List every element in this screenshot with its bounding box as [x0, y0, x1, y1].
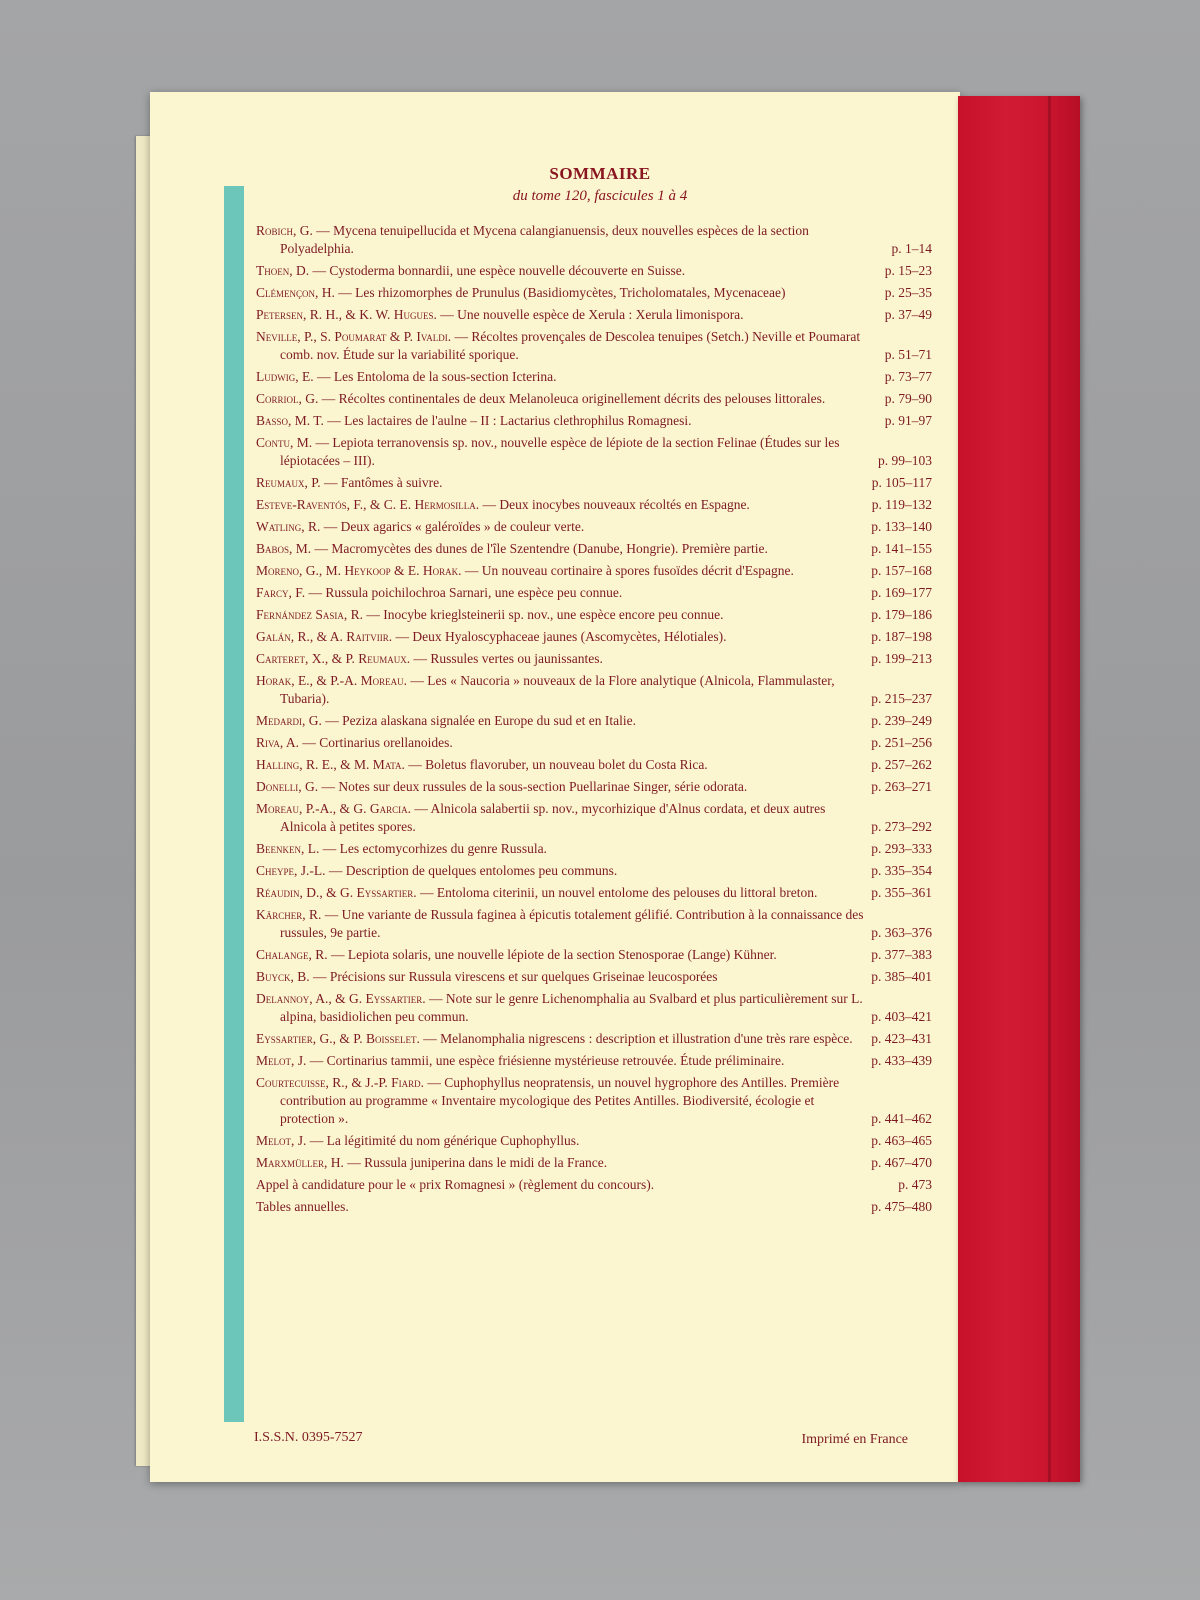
toc-entry-page: p. 475–480 [871, 1199, 932, 1214]
toc-entry-page: p. 169–177 [871, 585, 932, 600]
toc-entry-title: — Cortinarius tammii, une espèce friésienne mystérieuse retrouvée. Étude préliminaire. [306, 1053, 785, 1068]
toc-entry-author: Robich, G. [256, 223, 313, 238]
toc-entry-page: p. 251–256 [871, 735, 932, 750]
table-of-contents [256, 222, 932, 1220]
toc-entry-title: — Cystoderma bonnardii, une espèce nouvelle découverte en Suisse. [309, 263, 686, 278]
toc-entry-text [256, 262, 879, 280]
toc-entry-title: — Deux agarics « galéroïdes » de couleur verte. [320, 519, 585, 534]
toc-entry-title: — Les ectomycorhizes du genre Russula. [319, 841, 547, 856]
toc-entry [256, 496, 932, 514]
toc-entry [256, 840, 932, 858]
toc-entry-page: p. 467–470 [871, 1155, 932, 1170]
toc-entry-author: Reumaux, P. [256, 475, 321, 490]
toc-entry [256, 412, 932, 430]
toc-entry-author: Neville, P., S. Poumarat & P. Ivaldi. [256, 329, 452, 344]
toc-entry-page: p. 15–23 [884, 263, 932, 278]
toc-entry-author: Farcy, F. [256, 585, 306, 600]
toc-entry-author: Chalange, R. [256, 947, 328, 962]
toc-entry-text [256, 328, 879, 364]
toc-entry-title: Appel à candidature pour le « prix Romagnesi » (règlement du concours). [256, 1177, 655, 1192]
toc-entry-text [256, 906, 865, 942]
toc-entry-author: Melot, J. [256, 1053, 307, 1068]
toc-entry-author: Clémençon, H. [256, 285, 335, 300]
toc-entry-title: — Les lactaires de l'aulne – II : Lactarius clethrophilus Romagnesi. [323, 413, 692, 428]
toc-entry-page: p. 105–117 [871, 475, 932, 490]
toc-entry-title: — Inocybe krieglsteinerii sp. nov., une espèce encore peu connue. [363, 607, 724, 622]
toc-entry [256, 906, 932, 942]
toc-entry [256, 1030, 932, 1048]
toc-entry-page: p. 433–439 [871, 1053, 932, 1068]
toc-entry-page: p. 463–465 [871, 1133, 932, 1148]
toc-entry-title: — Melanomphalia nigrescens : description et illustration d'une très rare espèce. [419, 1031, 853, 1046]
toc-entry-page: p. 51–71 [884, 347, 932, 362]
toc-entry-page: p. 473 [898, 1177, 932, 1192]
toc-entry-author: Basso, M. T. [256, 413, 324, 428]
toc-entry-author: Cheype, J.-L. [256, 863, 326, 878]
toc-entry [256, 800, 932, 836]
toc-entry [256, 222, 932, 258]
toc-entry-text [256, 712, 865, 730]
toc-entry-title: — Lepiota terranovensis sp. nov., nouvelle espèce de lépiote de la section Felinae (Études sur les lépiotacées – III). [280, 435, 840, 468]
toc-entry [256, 390, 932, 408]
book-spine [958, 96, 1080, 1482]
toc-entry-title: — Récoltes continentales de deux Melanoleuca originellement décrits des pelouses littorales. [318, 391, 826, 406]
toc-entry [256, 584, 932, 602]
toc-entry-author: Contu, M. [256, 435, 313, 450]
toc-entry-page: p. 79–90 [884, 391, 932, 406]
toc-entry-text [256, 368, 879, 386]
toc-entry-title: — Russula poichilochroa Sarnari, une espèce peu connue. [305, 585, 623, 600]
toc-entry-author: Petersen, R. H., & K. W. Hugues. [256, 307, 437, 322]
toc-entry-author: Galán, R., & A. Raitviir. [256, 629, 393, 644]
toc-entry [256, 562, 932, 580]
toc-entry [256, 884, 932, 902]
toc-entry-title: — Les Entoloma de la sous-section Icterina. [313, 369, 557, 384]
toc-entry-title: — Peziza alaskana signalée en Europe du sud et en Italie. [321, 713, 637, 728]
toc-entry-text [256, 1030, 865, 1048]
toc-entry [256, 1176, 932, 1194]
toc-entry [256, 368, 932, 386]
toc-entry-page: p. 37–49 [884, 307, 932, 322]
toc-entry-text [256, 628, 865, 646]
toc-entry-author: Watling, R. [256, 519, 321, 534]
toc-entry-author: Courtecuisse, R., & J.-P. Fiard. [256, 1075, 424, 1090]
toc-entry-author: Buyck, B. [256, 969, 310, 984]
toc-entry-text [256, 606, 865, 624]
toc-entry-text [256, 540, 865, 558]
toc-entry [256, 328, 932, 364]
toc-entry-text [256, 734, 865, 752]
toc-entry-text [256, 412, 879, 430]
toc-entry-page: p. 355–361 [871, 885, 932, 900]
toc-entry-text [256, 1132, 865, 1150]
toc-entry-text [256, 946, 865, 964]
toc-entry-text [256, 1154, 865, 1172]
toc-title: SOMMAIRE [549, 164, 651, 183]
toc-entry-page: p. 133–140 [871, 519, 932, 534]
toc-entry-author: Esteve-Raventós, F., & C. E. Hermosilla. [256, 497, 480, 512]
toc-entry-author: Thoen, D. [256, 263, 310, 278]
toc-entry [256, 734, 932, 752]
toc-entry-text [256, 562, 865, 580]
toc-entry-title: — Les rhizomorphes de Prunulus (Basidiomycètes, Tricholomatales, Mycenaceae) [334, 285, 786, 300]
toc-entry-author: Beenken, L. [256, 841, 320, 856]
issn: I.S.S.N. 0395-7527 [254, 1430, 363, 1445]
toc-entry-page: p. 179–186 [871, 607, 932, 622]
toc-entry-author: Ludwig, E. [256, 369, 314, 384]
toc-entry-title: — Les « Naucoria » nouveaux de la Flore analytique (Alnicola, Flammulaster, Tubaria). [280, 673, 835, 706]
toc-entry-author: Donelli, G. [256, 779, 319, 794]
toc-entry-title: — Cortinarius orellanoides. [298, 735, 453, 750]
toc-entry-author: Riva, A. [256, 735, 299, 750]
toc-entry-author: Babos, M. [256, 541, 312, 556]
toc-entry [256, 606, 932, 624]
toc-entry-text [256, 968, 865, 986]
toc-entry [256, 540, 932, 558]
toc-entry-page: p. 441–462 [871, 1111, 932, 1126]
toc-entry-title: — Deux inocybes nouveaux récoltés en Espagne. [479, 497, 750, 512]
toc-entry [256, 778, 932, 796]
toc-entry [256, 518, 932, 536]
toc-entry-text [256, 800, 865, 836]
teal-accent-bar [224, 186, 244, 1422]
toc-entry-author: Delannoy, A., & G. Eyssartier. [256, 991, 426, 1006]
toc-entry-author: Horak, E., & P.-A. Moreau. [256, 673, 408, 688]
toc-entry [256, 712, 932, 730]
toc-entry-title: — Récoltes provençales de Descolea tenuipes (Setch.) Neville et Poumarat comb. nov. Étude sur la variabilité sporique. [280, 329, 861, 362]
toc-entry-text [256, 518, 865, 536]
toc-entry-page: p. 187–198 [871, 629, 932, 644]
toc-entry [256, 434, 932, 470]
toc-entry-page: p. 403–421 [871, 1009, 932, 1024]
toc-entry-page: p. 157–168 [871, 563, 932, 578]
toc-entry [256, 474, 932, 492]
toc-entry [256, 1074, 932, 1128]
toc-entry-text [256, 1198, 865, 1216]
toc-entry-page: p. 91–97 [884, 413, 932, 428]
toc-entry-text [256, 390, 879, 408]
toc-entry-text [256, 1052, 865, 1070]
toc-entry-title: — Notes sur deux russules de la sous-section Puellarinae Singer, série odorata. [318, 779, 748, 794]
toc-entry-author: Moreau, P.-A., & G. Garcia. [256, 801, 412, 816]
toc-entry-text [256, 840, 865, 858]
toc-entry-author: Kärcher, R. [256, 907, 322, 922]
toc-subtitle: du tome 120, fascicules 1 à 4 [512, 188, 688, 204]
toc-entry-page: p. 239–249 [871, 713, 932, 728]
toc-entry-page: p. 423–431 [871, 1031, 932, 1046]
toc-entry-title: — Note sur le genre Lichenomphalia au Svalbard et plus particulièrement sur L. alpina, basidiolichen peu commun. [280, 991, 863, 1024]
toc-entry-title: — La légitimité du nom générique Cuphophyllus. [306, 1133, 580, 1148]
toc-entry-page: p. 385–401 [871, 969, 932, 984]
toc-entry-page: p. 263–271 [871, 779, 932, 794]
toc-entry-text [256, 756, 865, 774]
toc-entry [256, 284, 932, 302]
toc-entry-page: p. 363–376 [871, 925, 932, 940]
toc-entry-page: p. 1–14 [891, 241, 932, 256]
toc-entry [256, 650, 932, 668]
toc-entry-text [256, 990, 865, 1026]
toc-entry [256, 1052, 932, 1070]
toc-entry-title: — Russules vertes ou jaunissantes. [410, 651, 603, 666]
toc-entry-title: — Cuphophyllus neopratensis, un nouvel hygrophore des Antilles. Première contribution au programme « Inventaire mycologique des Petites Antilles. Biodiversité, écologie et protection ». [280, 1075, 840, 1126]
toc-entry-author: Melot, J. [256, 1133, 307, 1148]
toc-entry-title: — Précisions sur Russula virescens et sur quelques Griseinae leucosporées [309, 969, 718, 984]
toc-entry-title: Tables annuelles. [256, 1199, 349, 1214]
toc-entry [256, 628, 932, 646]
toc-entry-author: Carteret, X., & P. Reumaux. [256, 651, 411, 666]
toc-entry [256, 1154, 932, 1172]
toc-entry-title: — Entoloma citerinii, un nouvel entolome des pelouses du littoral breton. [416, 885, 818, 900]
toc-entry-title: — Alnicola salabertii sp. nov., mycorhizique d'Alnus cordata, et deux autres Alnicola à petites spores. [280, 801, 826, 834]
toc-entry-author: Eyssartier, G., & P. Boisselet. [256, 1031, 420, 1046]
toc-entry-author: Moreno, G., M. Heykoop & E. Horak. [256, 563, 462, 578]
toc-entry-text [256, 496, 866, 514]
toc-entry-text [256, 1176, 892, 1194]
toc-entry-title: — Un nouveau cortinaire à spores fusoïdes décrit d'Espagne. [461, 563, 794, 578]
toc-entry-page: p. 199–213 [871, 651, 932, 666]
toc-entry [256, 862, 932, 880]
toc-entry-text [256, 474, 866, 492]
toc-entry-page: p. 119–132 [871, 497, 932, 512]
toc-entry-text [256, 884, 865, 902]
toc-entry-title: — Mycena tenuipellucida et Mycena calangianuensis, deux nouvelles espèces de la section Polyadelphia. [280, 223, 809, 256]
toc-entry-page: p. 73–77 [884, 369, 932, 384]
toc-entry-title: — Description de quelques entolomes peu communs. [325, 863, 618, 878]
toc-entry-text [256, 584, 865, 602]
toc-entry-text [256, 306, 879, 324]
toc-entry [256, 672, 932, 708]
toc-entry [256, 756, 932, 774]
toc-entry [256, 262, 932, 280]
toc-entry-page: p. 25–35 [884, 285, 932, 300]
toc-entry-title: — Deux Hyaloscyphaceae jaunes (Ascomycètes, Hélotiales). [392, 629, 727, 644]
toc-entry [256, 946, 932, 964]
toc-entry-title: — Lepiota solaris, une nouvelle lépiote de la section Stenosporae (Lange) Kühner. [327, 947, 777, 962]
toc-entry-author: Medardi, G. [256, 713, 322, 728]
toc-entry-author: Halling, R. E., & M. Mata. [256, 757, 405, 772]
toc-entry-page: p. 257–262 [871, 757, 932, 772]
toc-entry-page: p. 215–237 [871, 691, 932, 706]
toc-entry [256, 306, 932, 324]
toc-entry-page: p. 99–103 [878, 453, 932, 468]
toc-entry-page: p. 377–383 [871, 947, 932, 962]
toc-entry-title: — Russula juniperina dans le midi de la France. [343, 1155, 608, 1170]
toc-entry-text [256, 778, 865, 796]
toc-entry [256, 1198, 932, 1216]
toc-entry-text [256, 672, 865, 708]
toc-entry-text [256, 222, 886, 258]
toc-entry-title: — Fantômes à suivre. [320, 475, 443, 490]
toc-entry [256, 968, 932, 986]
toc-entry-author: Marxmüller, H. [256, 1155, 344, 1170]
toc-entry-text [256, 284, 879, 302]
toc-entry-text [256, 434, 872, 470]
toc-entry-author: Fernández Sasia, R. [256, 607, 364, 622]
toc-entry-title: — Une nouvelle espèce de Xerula : Xerula limonispora. [436, 307, 744, 322]
printed-in-france: Imprimé en France [801, 1432, 908, 1447]
toc-entry [256, 1132, 932, 1150]
toc-entry-page: p. 141–155 [871, 541, 932, 556]
toc-entry-page: p. 335–354 [871, 863, 932, 878]
toc-entry-page: p. 293–333 [871, 841, 932, 856]
toc-entry-text [256, 862, 865, 880]
toc-entry-title: — Macromycètes des dunes de l'île Szentendre (Danube, Hongrie). Première partie. [311, 541, 768, 556]
toc-entry-text [256, 650, 865, 668]
toc-entry-title: — Une variante de Russula faginea à épicutis totalement gélifié. Contribution à la connaissance des russules, 9e partie. [280, 907, 864, 940]
toc-entry-author: Corriol, G. [256, 391, 319, 406]
toc-entry-page: p. 273–292 [871, 819, 932, 834]
toc-entry-text [256, 1074, 865, 1128]
toc-entry-title: — Boletus flavoruber, un nouveau bolet du Costa Rica. [404, 757, 708, 772]
toc-entry [256, 990, 932, 1026]
toc-entry-author: Réaudin, D., & G. Eyssartier. [256, 885, 417, 900]
